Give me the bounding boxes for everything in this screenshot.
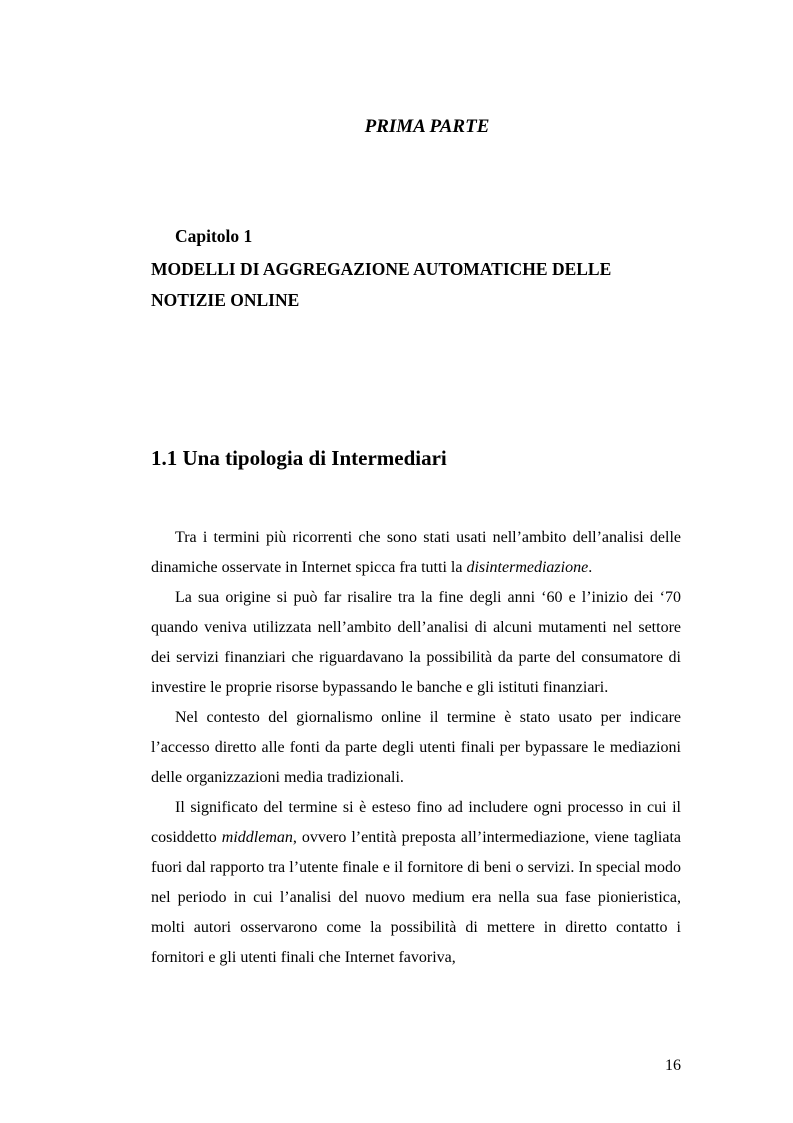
body-text — [151, 523, 681, 973]
page-number: 16 — [665, 1057, 681, 1074]
paragraph-4-text-b: , ovvero l’entità preposta all’intermediazione, viene tagliata fuori dal rapporto tra l’utente finale e il fornitore di beni o servizi. In special modo nel periodo in cui l’analisi del nuovo medium era nella sua fase pionieristica, molti autori osservarono come la possibilità di mettere in diretto contatto i fornitori e gli utenti finali che Internet favoriva, — [151, 829, 682, 966]
chapter-label: Capitolo 1 — [175, 226, 253, 246]
paragraph-4 — [151, 793, 681, 973]
paragraph-4-emphasis: middleman — [221, 829, 293, 846]
paragraph-3: Nel contesto del giornalismo online il termine è stato usato per indicare l’accesso diretto alle fonti da parte degli utenti finali per bypassare le mediazioni delle organizzazioni media tradizionali. — [151, 709, 681, 786]
part-title: PRIMA PARTE — [364, 116, 490, 137]
paragraph-1 — [151, 523, 681, 583]
paragraph-4-text-a: Il significato del termine si è esteso fino ad includere ogni processo in cui il cosiddetto — [151, 799, 681, 846]
paragraph-1-emphasis: disintermediazione — [466, 559, 589, 576]
paragraph-2: La sua origine si può far risalire tra la fine degli anni ‘60 e l’inizio dei ‘70 quando veniva utilizzata nell’ambito dell’analisi di alcuni mutamenti nel settore dei servizi finanziari che riguardavano la possibilità da parte del consumatore di investire le proprie risorse bypassando le banche e gli istituti finanziari. — [151, 589, 681, 696]
paragraph-1-text-b: . — [588, 559, 593, 576]
section-title: 1.1 Una tipologia di Intermediari — [151, 446, 447, 470]
chapter-title: MODELLI DI AGGREGAZIONE AUTOMATICHE DELLE NOTIZIE ONLINE — [151, 259, 612, 310]
paragraph-1-text-a: Tra i termini più ricorrenti che sono stati usati nell’ambito dell’analisi delle dinamiche osservate in Internet spicca fra tutti la — [151, 529, 681, 576]
